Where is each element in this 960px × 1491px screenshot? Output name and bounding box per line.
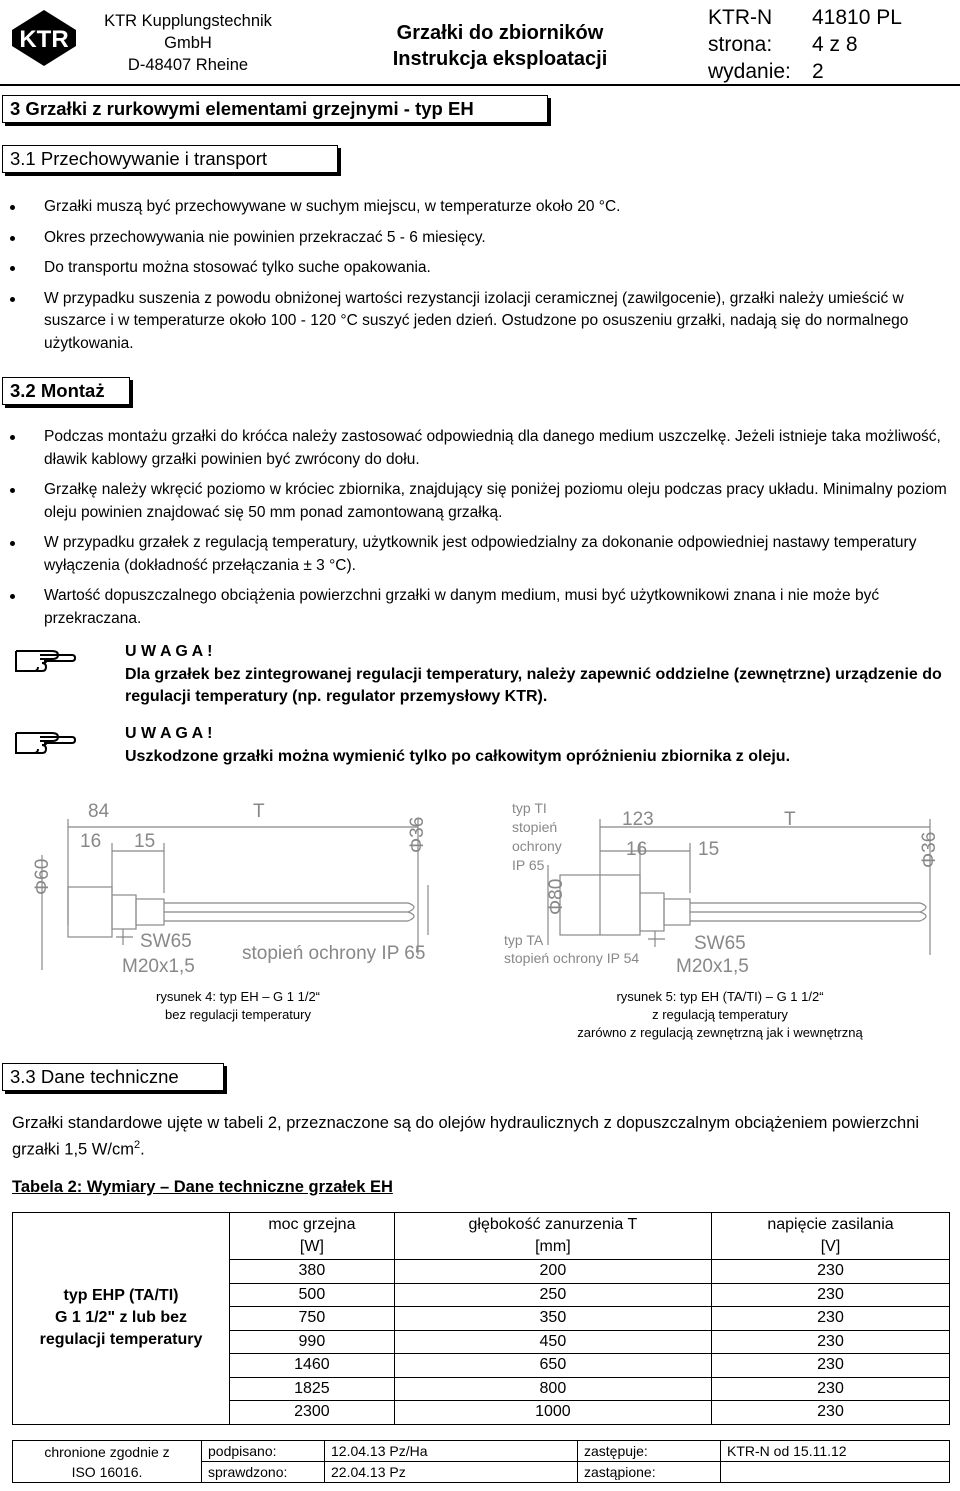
ta-label-1: typ TA	[504, 932, 544, 948]
header-text: głębokość zanurzenia T	[468, 1216, 638, 1233]
header-text: napięcie zasilania	[767, 1216, 894, 1233]
cell-depth: 800	[394, 1377, 711, 1401]
cell-voltage: 230	[712, 1330, 950, 1354]
dim-t: T	[784, 809, 796, 830]
cell-depth: 650	[394, 1354, 711, 1378]
list-item: Wartość dopuszczalnego obciążenia powierzchni grzałki w danym medium, musi być użytkownikowi znana i nie może być przekraczana.	[0, 585, 950, 630]
cell-voltage: 230	[712, 1260, 950, 1284]
list-item: W przypadku suszenia z powodu obniżonej wartości rezystancji izolacji ceramicznej (zawilgocenie), grzałki należy umieścić w suszarce i w temperaturze około 100 - 120 °C suszyć jeden dzień. Ostudzone po osuszeniu grzałki, nadają się do normalnego użytkowania.	[0, 288, 950, 356]
code-label: KTR-N	[708, 6, 773, 29]
header-depth	[394, 1213, 711, 1260]
header-unit: [W]	[299, 1238, 324, 1255]
cell-depth: 350	[394, 1307, 711, 1331]
warning-block	[14, 641, 944, 709]
warning-title: U W A G A !	[125, 725, 213, 742]
cell-depth: 250	[394, 1283, 711, 1307]
list-item: Grzałkę należy wkręcić poziomo w króciec zbiornika, znajdujący się poniżej poziomu oleju podczas pracy układu. Minimalny poziom oleju powinien znajdować się 50 mm ponad zamontowaną grzałką.	[0, 479, 950, 524]
cell-power: 750	[230, 1307, 395, 1331]
caption-line: z regulacją temperatury	[652, 1007, 788, 1022]
copyright-line: chronione zgodnie z	[44, 1443, 170, 1460]
dim-phi36: Φ36	[919, 831, 940, 868]
copyright-line: ISO 16016.	[71, 1463, 143, 1480]
cell-power: 500	[230, 1283, 395, 1307]
warning-text: Uszkodzone grzałki można wymienić tylko po całkowitym opróżnieniu zbiornika z oleju.	[125, 747, 791, 765]
table-2-title: Tabela 2: Wymiary – Dane techniczne grzałek EH	[12, 1178, 393, 1196]
signed-value: 12.04.13 Pz/Ha	[325, 1441, 578, 1462]
document-title	[300, 20, 700, 72]
model-line: typ EHP (TA/TI)	[63, 1287, 179, 1305]
cell-power: 990	[230, 1330, 395, 1354]
list-item: Okres przechowywania nie powinien przekraczać 5 - 6 miesięcy.	[0, 227, 950, 250]
dim-15: 15	[698, 839, 720, 860]
ktr-logo	[8, 8, 80, 68]
pointing-hand-icon	[14, 723, 76, 759]
code-value: 41810 PL	[812, 6, 902, 29]
caption-line: zarówno z regulacją zewnętrzną jak i wewnętrzną	[577, 1025, 863, 1040]
copyright-cell	[13, 1441, 202, 1483]
figure-4-drawing	[28, 795, 468, 980]
warning-text: Dla grzałek bez zintegrowanej regulacji temperatury, należy zapewnić oddzielne (zewnętrzne) urządzenie do regulacji temperatury (np. regulator przemysłowy KTR).	[125, 665, 942, 705]
paragraph-text: Grzałki standardowe ujęte w tabeli 2, przeznaczone są do olejów hydraulicznych z dopuszczalnym obciążeniem powierzchni grzałki 1,5 W/cm	[12, 1114, 920, 1159]
storage-list	[0, 196, 950, 355]
ti-label-2: stopień	[512, 819, 558, 835]
dim-123: 123	[622, 809, 654, 830]
list-item: Podczas montażu grzałki do króćca należy zastosować odpowiednią dla danego medium uszczelkę. Jeżeli istnieje taka możliwość, dławik kablowy grzałki powinien być zwrócony do dołu.	[0, 426, 950, 471]
cell-power: 2300	[230, 1401, 395, 1425]
title-line-2: Instrukcja eksploatacji	[392, 48, 608, 70]
ti-label-1: typ TI	[512, 800, 547, 816]
warning-title: U W A G A !	[125, 643, 213, 660]
figure-5-drawing	[500, 795, 945, 980]
dim-phi36: Φ36	[407, 816, 428, 853]
figure-5-caption	[540, 988, 900, 1042]
cell-depth: 200	[394, 1260, 711, 1284]
header-divider	[0, 84, 960, 86]
ti-label-4: IP 65	[512, 857, 545, 873]
model-line: G 1 1/2" z lub bez	[54, 1309, 188, 1327]
cell-depth: 1000	[394, 1401, 711, 1425]
dim-16: 16	[80, 831, 102, 852]
page-value: 4 z 8	[812, 33, 858, 56]
ti-label-3: ochrony	[512, 838, 562, 854]
dim-84: 84	[88, 801, 110, 822]
replaced-value	[721, 1462, 950, 1483]
model-cell	[13, 1213, 230, 1425]
header-voltage	[712, 1213, 950, 1260]
section-3-3-heading: 3.3 Dane techniczne	[2, 1063, 224, 1091]
cell-power: 1825	[230, 1377, 395, 1401]
ip-label: stopień ochrony IP 65	[242, 943, 426, 964]
sw-label: SW65	[140, 931, 192, 952]
footer-table	[12, 1440, 950, 1483]
cell-voltage: 230	[712, 1401, 950, 1425]
document-reference	[708, 4, 958, 85]
company-address: D-48407 Rheine	[127, 56, 249, 74]
title-line-1: Grzałki do zbiorników	[396, 22, 604, 44]
header-text: moc grzejna	[268, 1216, 356, 1233]
pointing-hand-icon	[14, 641, 76, 677]
edition-label: wydanie:	[708, 60, 791, 83]
section-3-heading: 3 Grzałki z rurkowymi elementami grzejnymi - typ EH	[2, 95, 548, 123]
cell-power: 1460	[230, 1354, 395, 1378]
list-item: W przypadku grzałek z regulacją temperatury, użytkownik jest odpowiedzialny za dokonanie odpowiedniej nastawy temperatury wyłączenia (dokładność przełączania ± 3 °C).	[0, 532, 950, 577]
cell-voltage: 230	[712, 1354, 950, 1378]
caption-line: bez regulacji temperatury	[165, 1007, 311, 1022]
paragraph-superscript: 2	[133, 1139, 141, 1151]
edition-value: 2	[812, 60, 824, 83]
dim-t: T	[253, 801, 265, 822]
figure-4-caption	[118, 988, 358, 1024]
header-power	[230, 1213, 395, 1260]
sw-label: SW65	[694, 933, 746, 954]
section-3-1-heading: 3.1 Przechowywanie i transport	[2, 145, 338, 173]
replaced-label: zastąpione:	[578, 1462, 721, 1483]
replaces-label: zastępuje:	[578, 1441, 721, 1462]
checked-value: 22.04.13 Pz	[325, 1462, 578, 1483]
model-line: regulacji temperatury	[39, 1331, 203, 1349]
section-3-2-heading: 3.2 Montaż	[2, 377, 130, 405]
checked-label: sprawdzono:	[202, 1462, 325, 1483]
dim-16: 16	[626, 839, 648, 860]
warning-block	[14, 723, 944, 768]
technical-paragraph	[12, 1112, 952, 1161]
cell-depth: 450	[394, 1330, 711, 1354]
mounting-list	[0, 426, 950, 630]
company-name: KTR Kupplungstechnik	[104, 12, 272, 30]
header-unit: [V]	[820, 1238, 841, 1255]
company-block	[88, 10, 288, 76]
dim-phi80: Φ80	[546, 878, 567, 915]
dim-phi60: Φ60	[32, 858, 53, 895]
signed-label: podpisano:	[202, 1441, 325, 1462]
header-unit: [mm]	[535, 1238, 571, 1255]
logo-text: KTR	[19, 26, 69, 53]
cell-power: 380	[230, 1260, 395, 1284]
table-2	[12, 1212, 950, 1425]
company-form: GmbH	[164, 34, 212, 52]
table-header-row	[13, 1213, 950, 1260]
thread-label: M20x1,5	[122, 956, 195, 977]
dim-15: 15	[134, 831, 156, 852]
replaces-value: KTR-N od 15.11.12	[721, 1441, 950, 1462]
caption-line: rysunek 5: typ EH (TA/TI) – G 1 1/2“	[616, 989, 824, 1004]
ta-label-2: stopień ochrony IP 54	[504, 950, 640, 966]
cell-voltage: 230	[712, 1377, 950, 1401]
thread-label: M20x1,5	[676, 956, 749, 977]
page-label: strona:	[708, 33, 773, 56]
caption-line: rysunek 4: typ EH – G 1 1/2“	[155, 989, 321, 1004]
list-item: Do transportu można stosować tylko suche opakowania.	[0, 257, 950, 280]
cell-voltage: 230	[712, 1307, 950, 1331]
paragraph-end: .	[140, 1140, 145, 1159]
cell-voltage: 230	[712, 1283, 950, 1307]
list-item: Grzałki muszą być przechowywane w suchym miejscu, w temperaturze około 20 °C.	[0, 196, 950, 219]
